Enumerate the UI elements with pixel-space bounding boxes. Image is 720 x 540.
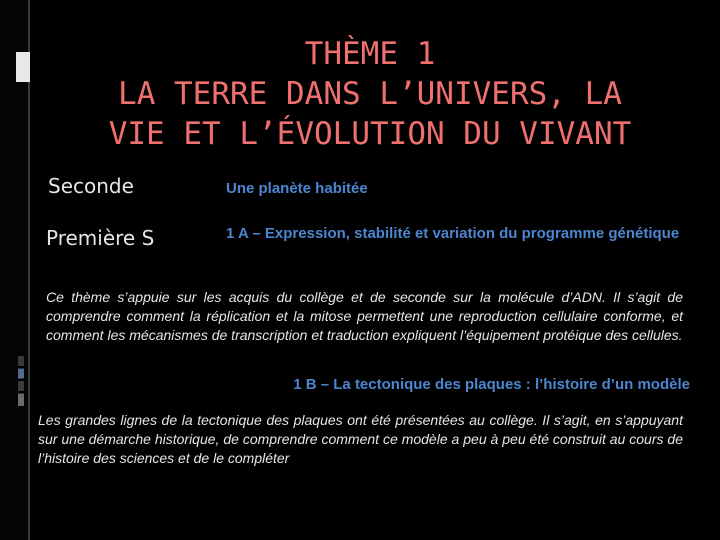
title-line-2: LA TERRE DANS L’UNIVERS, LA [118, 76, 622, 112]
subject-seconde: Une planète habitée [226, 180, 368, 197]
accent-stripes [18, 356, 24, 406]
heading-tectonique: 1 B – La tectonique des plaques : l’histoire d’un modèle [293, 376, 690, 393]
accent-block [16, 52, 30, 82]
title-line-3: VIE ET L’ÉVOLUTION DU VIVANT [108, 116, 632, 152]
level-seconde: Seconde [48, 174, 134, 198]
paragraph-genetique: Ce thème s’appuie sur les acquis du collège et de seconde sur la molécule d’ADN. Il s’agit de comprendre comment la réplication et la mitose permettent une reproduction cellulaire conforme, et comment les mécanismes de transcription et traduction expliquent l’équipement protéique des cellules. [46, 289, 683, 343]
slide-title [60, 34, 680, 154]
level-premiere-s: Première S [46, 226, 155, 250]
paragraph-tectonique: Les grandes lignes de la tectonique des plaques ont été présentées au collège. Il s’agit, en s’appuyant sur une démarche historique, de comprendre comment ce modèle a peu à peu été construit au cours de l’histoire des sciences et de le compléter [38, 412, 683, 466]
subject-premiere-s: 1 A – Expression, stabilité et variation du programme génétique [226, 225, 680, 242]
title-line-1: THÈME 1 [304, 36, 436, 72]
